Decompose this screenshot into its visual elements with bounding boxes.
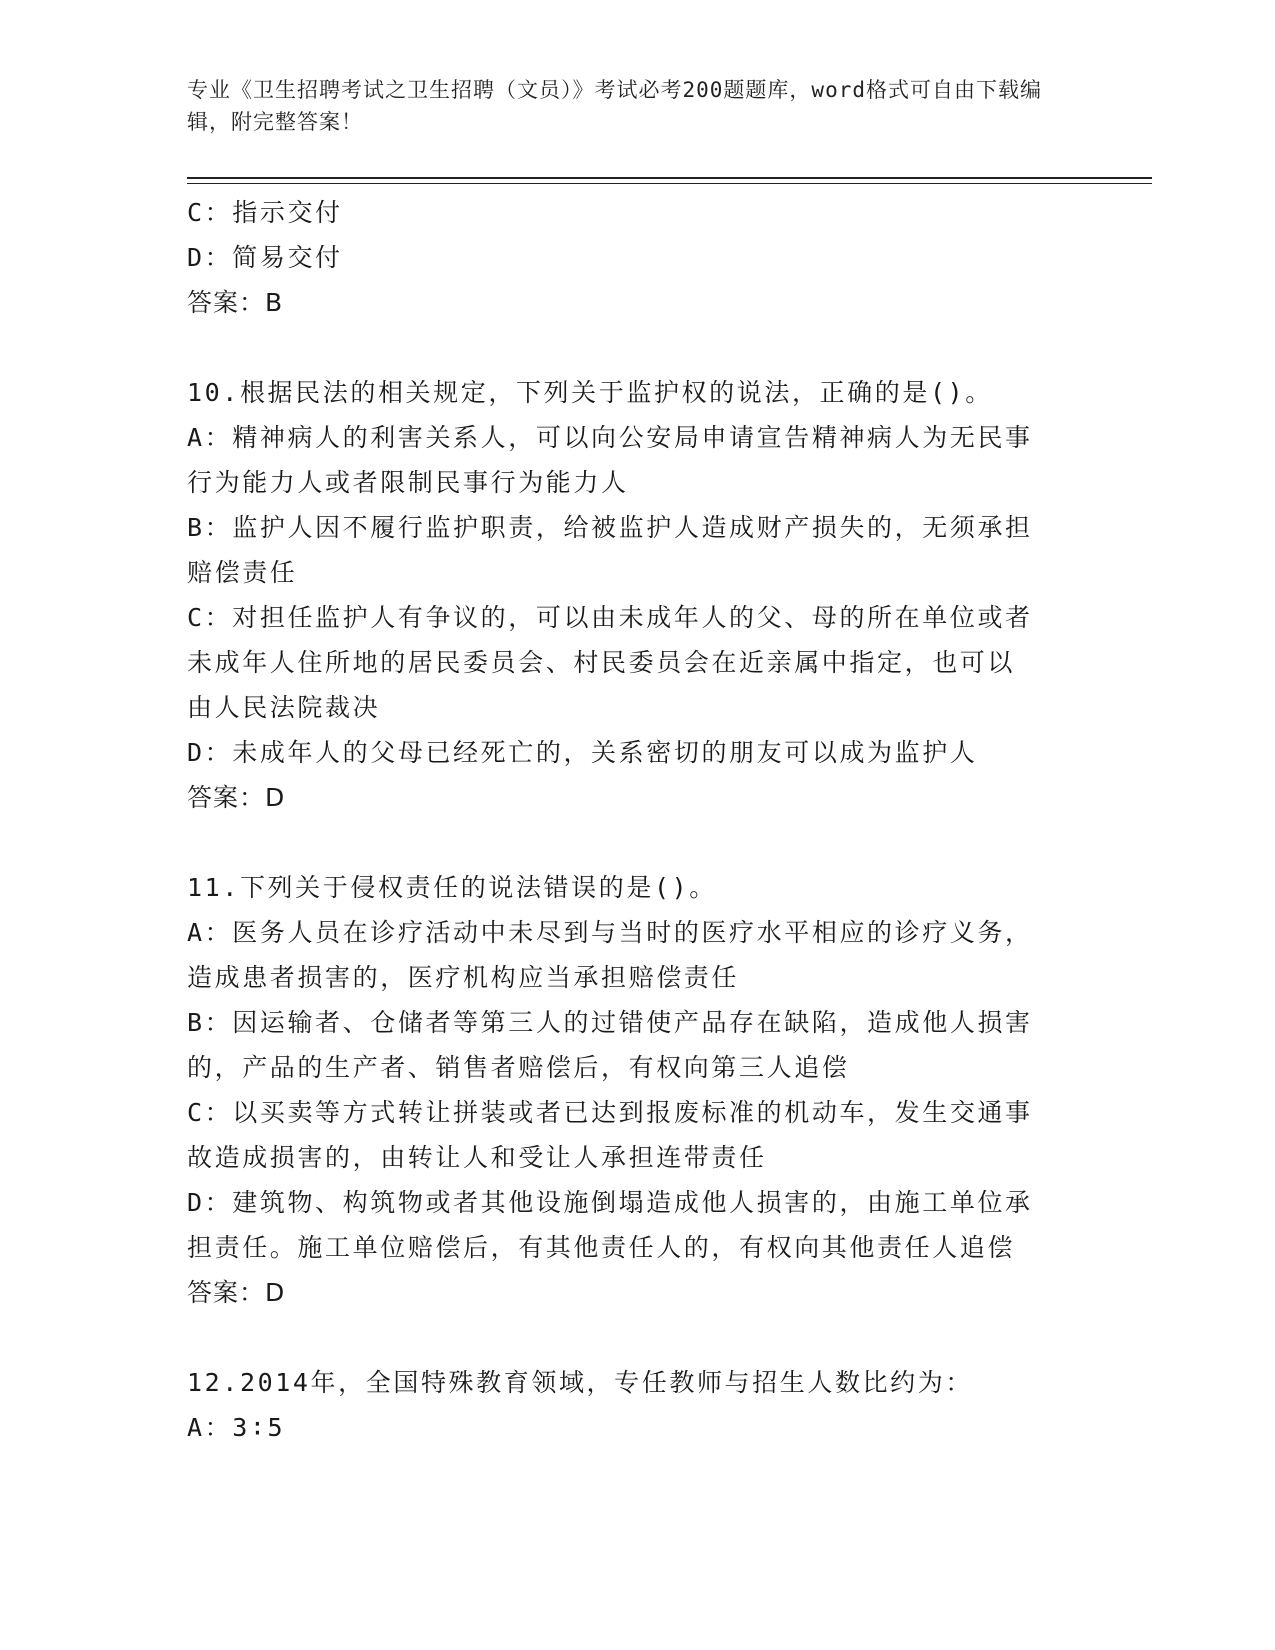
option-d-line-1: D：建筑物、构筑物或者其他设施倒塌造成他人损害的，由施工单位承 [187, 1188, 1033, 1217]
header-divider-thick [187, 177, 1152, 179]
option-d-line-2: 担责任。施工单位赔偿后，有其他责任人的，有权向其他责任人追偿 [187, 1233, 1016, 1262]
option-b-line-2: 的，产品的生产者、销售者赔偿后，有权向第三人追偿 [187, 1053, 850, 1082]
option-c-line-3: 由人民法院裁决 [187, 693, 381, 722]
answer-line: 答案：D [187, 1278, 286, 1307]
spacer [187, 325, 1087, 370]
question-9-tail [187, 190, 1087, 325]
option-b-line-1: B：监护人因不履行监护职责，给被监护人造成财产损失的，无须承担 [187, 513, 1033, 542]
question-12 [187, 1360, 1087, 1450]
option-a-line-1: A：精神病人的利害关系人，可以向公安局申请宣告精神病人为无民事 [187, 423, 1033, 452]
option-c: C：指示交付 [187, 198, 343, 227]
option-c-line-2: 故造成损害的，由转让人和受让人承担连带责任 [187, 1143, 767, 1172]
question-stem: 12.2014年，全国特殊教育领域，专任教师与招生人数比约为： [187, 1368, 973, 1397]
document-body [187, 190, 1087, 1450]
option-c-line-1: C：对担任监护人有争议的，可以由未成年人的父、母的所在单位或者 [187, 603, 1033, 632]
spacer [187, 1315, 1087, 1360]
option-b-line-2: 赔偿责任 [187, 558, 298, 587]
answer-line: 答案：B [187, 288, 284, 317]
option-c-line-2: 未成年人住所地的居民委员会、村民委员会在近亲属中指定，也可以 [187, 648, 1016, 677]
header-divider-thin [187, 183, 1152, 184]
answer-line: 答案：D [187, 783, 286, 812]
document-header: 专业《卫生招聘考试之卫生招聘（文员）》考试必考200题题库，word格式可自由下载编辑，附完整答案！ [187, 78, 1042, 134]
option-d: D：简易交付 [187, 243, 343, 272]
option-a-line-2: 行为能力人或者限制民事行为能力人 [187, 468, 629, 497]
option-b-line-1: B：因运输者、仓储者等第三人的过错使产品存在缺陷，造成他人损害 [187, 1008, 1033, 1037]
option-a-line-2: 造成患者损害的，医疗机构应当承担赔偿责任 [187, 963, 740, 992]
question-10 [187, 370, 1087, 820]
question-stem: 11.下列关于侵权责任的说法错误的是()。 [187, 873, 717, 902]
option-a-line-1: A：3∶5 [187, 1413, 286, 1442]
question-11 [187, 865, 1087, 1315]
question-stem: 10.根据民法的相关规定，下列关于监护权的说法，正确的是()。 [187, 378, 993, 407]
option-a-line-1: A：医务人员在诊疗活动中未尽到与当时的医疗水平相应的诊疗义务， [187, 918, 1033, 947]
option-d-line-1: D：未成年人的父母已经死亡的，关系密切的朋友可以成为监护人 [187, 738, 978, 767]
option-c-line-1: C：以买卖等方式转让拼装或者已达到报废标准的机动车，发生交通事 [187, 1098, 1033, 1127]
spacer [187, 820, 1087, 865]
